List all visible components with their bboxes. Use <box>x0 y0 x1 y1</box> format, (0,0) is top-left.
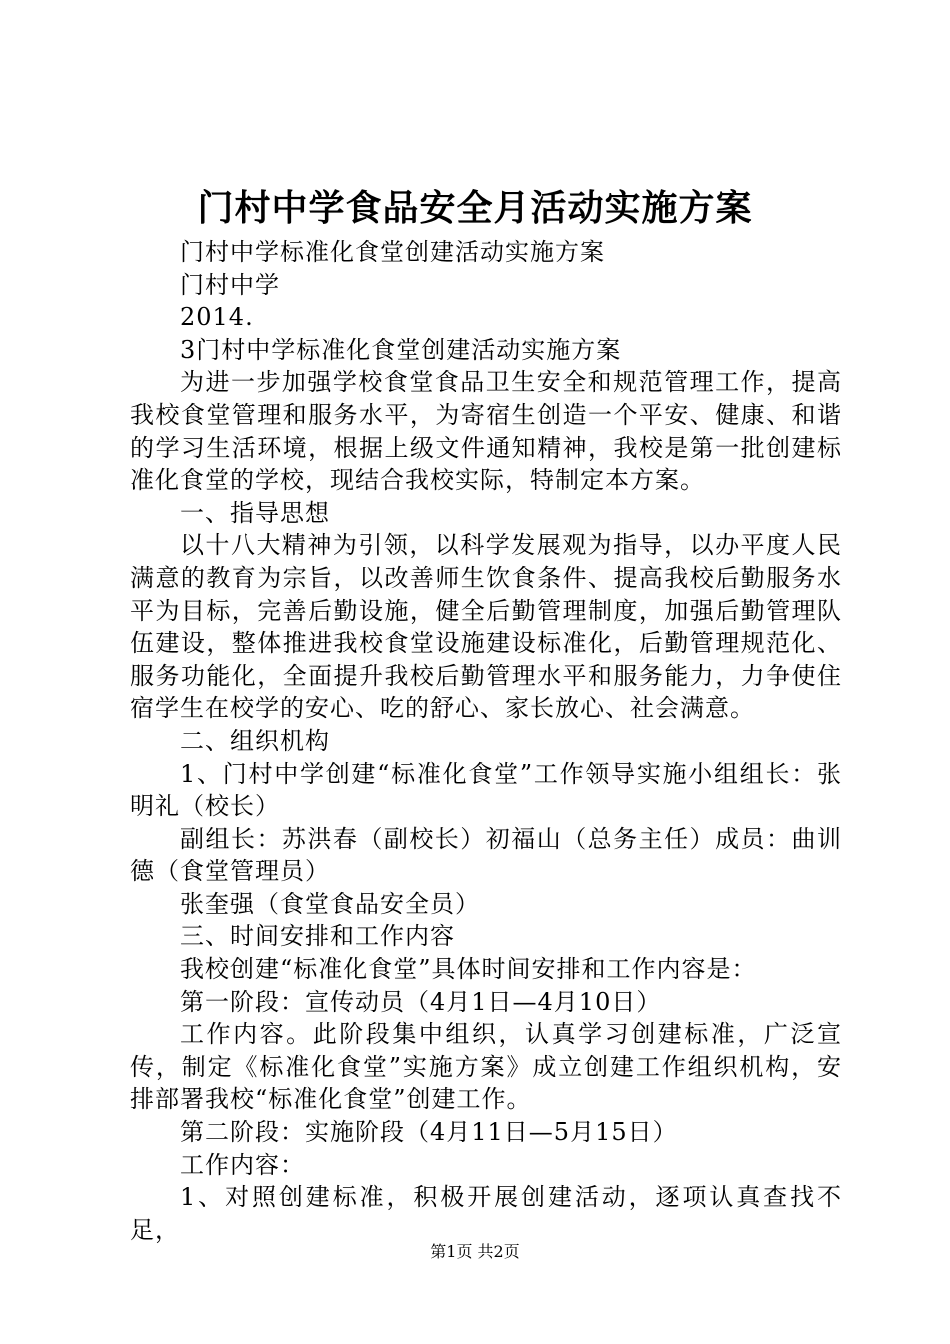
paragraph: 工作内容： <box>180 1150 305 1179</box>
document-body <box>130 236 842 1246</box>
paragraph: 第一阶段：宣传动员（4月1日—4月10日） <box>180 987 662 1016</box>
section-heading: 三、时间安排和工作内容 <box>180 922 455 951</box>
section-heading: 一、指导思想 <box>180 498 330 527</box>
paragraph: 我校创建“标准化食堂”具体时间安排和工作内容是： <box>180 955 757 984</box>
paragraph: 为进一步加强学校食堂食品卫生安全和规范管理工作，提高我校食堂管理和服务水平，为寄宿生创造一个平安、健康、和谐的学习生活环境，根据上级文件通知精神，我校是第一批创建标准化食堂的学校，现结合我校实际，特制定本方案。 <box>130 368 842 495</box>
paragraph: 副组长：苏洪春（副校长）初福山（总务主任）成员：曲训德（食堂管理员） <box>130 824 842 886</box>
header-line: 门村中学标准化食堂创建活动实施方案 <box>180 238 605 266</box>
page-footer: 第1页 共2页 <box>430 1242 520 1261</box>
paragraph: 工作内容。此阶段集中组织，认真学习创建标准，广泛宣传，制定《标准化食堂”实施方案》成立创建工作组织机构，安排部署我校“标准化食堂”创建工作。 <box>130 1020 842 1114</box>
document-title: 门村中学食品安全月活动实施方案 <box>197 187 753 229</box>
paragraph: 1、对照创建标准，积极开展创建活动，逐项认真查找不足， <box>130 1183 842 1244</box>
header-line: 2014. <box>180 303 254 332</box>
paragraph: 张奎强（食堂食品安全员） <box>180 889 480 918</box>
paragraph: 1、门村中学创建“标准化食堂”工作领导实施小组组长：张明礼（校长） <box>130 759 842 821</box>
paragraph: 以十八大精神为引领，以科学发展观为指导，以办平度人民满意的教育为宗旨，以改善师生饮食条件、提高我校后勤服务水平为目标，完善后勤设施，健全后勤管理制度，加强后勤管理队伍建设，整体推进我校食堂设施建设标准化，后勤管理规范化、服务功能化，全面提升我校后勤管理水平和服务能力，力争使住宿学生在校学的安心、吃的舒心、家长放心、社会满意。 <box>130 531 842 723</box>
header-line: 3门村中学标准化食堂创建活动实施方案 <box>180 335 622 364</box>
section-heading: 二、组织机构 <box>180 726 330 755</box>
paragraph: 第二阶段：实施阶段（4月11日—5月15日） <box>180 1118 678 1147</box>
header-line: 门村中学 <box>180 270 280 299</box>
